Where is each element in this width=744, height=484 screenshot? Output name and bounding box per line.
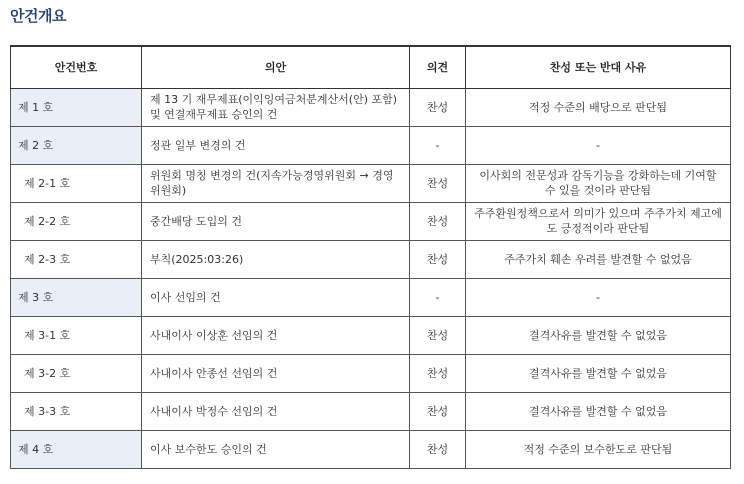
agenda-item: 중간배당 도입의 건 [142, 202, 410, 240]
header-agenda-item: 의안 [142, 46, 410, 88]
reason: 결격사유를 발견할 수 없었음 [466, 316, 731, 354]
opinion: 찬성 [410, 354, 466, 392]
header-agenda-number: 안건번호 [11, 46, 142, 88]
table-row [11, 88, 731, 126]
reason: - [466, 278, 731, 316]
section-title: 안건개요 [10, 7, 66, 25]
opinion: - [410, 278, 466, 316]
opinion: 찬성 [410, 164, 466, 202]
agenda-item: 위원회 명칭 변경의 건(지속가능경영위원회 → 경영위원회) [142, 164, 410, 202]
agenda-item: 이사 보수한도 승인의 건 [142, 430, 410, 468]
agenda-item: 제 13 기 재무제표(이익잉여금처분계산서(안) 포함) 및 연결재무제표 승인의 건 [142, 88, 410, 126]
agenda-number: 제 3 호 [11, 278, 142, 316]
reason: 주주환원정책으로서 의미가 있으며 주주가치 제고에도 긍정적이라 판단됨 [466, 202, 731, 240]
reason: - [466, 126, 731, 164]
table-row [11, 126, 731, 164]
table-row [11, 240, 731, 278]
agenda-number: 제 2 호 [11, 126, 142, 164]
agenda-item: 사내이사 박정수 선임의 건 [142, 392, 410, 430]
table-header-row [11, 46, 731, 88]
agenda-number: 제 2-3 호 [11, 240, 142, 278]
table-row [11, 354, 731, 392]
table-row [11, 278, 731, 316]
agenda-number: 제 3-2 호 [11, 354, 142, 392]
agenda-item: 사내이사 안종선 선임의 건 [142, 354, 410, 392]
reason: 결격사유를 발견할 수 없었음 [466, 354, 731, 392]
reason: 결격사유를 발견할 수 없었음 [466, 392, 731, 430]
agenda-table [10, 45, 731, 469]
opinion: 찬성 [410, 430, 466, 468]
opinion: 찬성 [410, 240, 466, 278]
agenda-item: 부칙(2025:03:26) [142, 240, 410, 278]
reason: 주주가치 훼손 우려를 발견할 수 없었음 [466, 240, 731, 278]
agenda-number: 제 1 호 [11, 88, 142, 126]
reason: 적정 수준의 보수한도로 판단됨 [466, 430, 731, 468]
opinion: 찬성 [410, 202, 466, 240]
agenda-number: 제 3-3 호 [11, 392, 142, 430]
reason: 적정 수준의 배당으로 판단됨 [466, 88, 731, 126]
agenda-item: 정관 일부 변경의 건 [142, 126, 410, 164]
agenda-number: 제 2-1 호 [11, 164, 142, 202]
table-row [11, 202, 731, 240]
agenda-number: 제 4 호 [11, 430, 142, 468]
opinion: 찬성 [410, 88, 466, 126]
agenda-number: 제 2-2 호 [11, 202, 142, 240]
table-row [11, 164, 731, 202]
header-reason: 찬성 또는 반대 사유 [466, 46, 731, 88]
agenda-item: 이사 선임의 건 [142, 278, 410, 316]
table-row [11, 430, 731, 468]
agenda-item: 사내이사 이상훈 선임의 건 [142, 316, 410, 354]
agenda-number: 제 3-1 호 [11, 316, 142, 354]
header-opinion: 의견 [410, 46, 466, 88]
table-row [11, 392, 731, 430]
opinion: - [410, 126, 466, 164]
reason: 이사회의 전문성과 감독기능을 강화하는데 기여할 수 있을 것이라 판단됨 [466, 164, 731, 202]
opinion: 찬성 [410, 392, 466, 430]
table-row [11, 316, 731, 354]
opinion: 찬성 [410, 316, 466, 354]
